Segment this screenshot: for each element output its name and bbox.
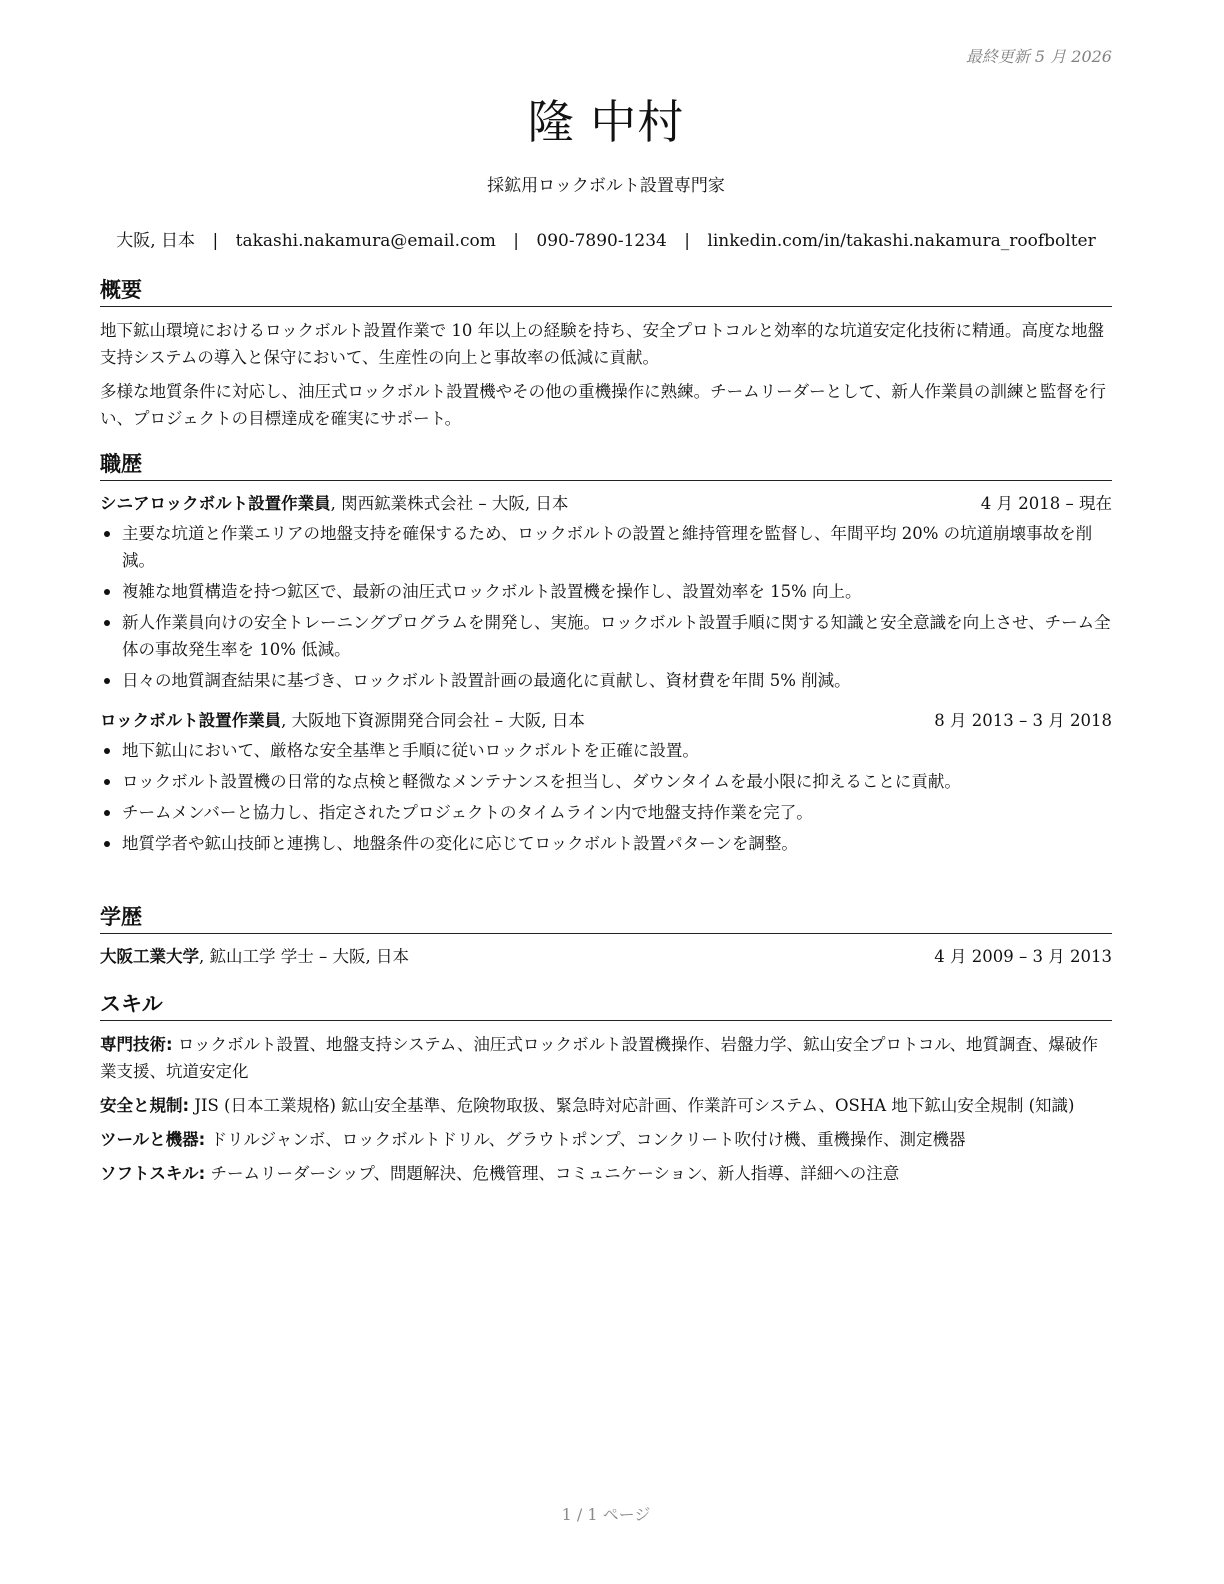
education-school: 大阪工業大学 — [100, 947, 199, 967]
contact-separator: | — [513, 231, 519, 251]
skill-row — [100, 1126, 1112, 1153]
contact-separator: | — [684, 231, 691, 251]
skill-label: 安全と規制: — [100, 1096, 190, 1116]
job-entry — [100, 708, 1112, 857]
job-role: ロックボルト設置作業員 — [100, 711, 282, 731]
skills-section — [100, 992, 1112, 1194]
job-entry — [100, 491, 1112, 694]
last-updated: 最終更新 5 月 2026 — [965, 47, 1112, 66]
section-title-experience: 職歴 — [100, 452, 1112, 481]
job-dates: 8 月 2013 – 3 月 2018 — [934, 711, 1112, 731]
job-title-line — [100, 491, 568, 517]
skill-label: 専門技術: — [100, 1035, 173, 1055]
skill-label: ツールと機器: — [100, 1130, 206, 1150]
skill-row — [100, 1160, 1112, 1187]
skill-text: ロックボルト設置、地盤支持システム、油圧式ロックボルト設置機操作、岩盤力学、鉱山安全プロトコル、地質調査、爆破作業支援、坑道安定化 — [100, 1035, 1099, 1082]
job-bullet: 日々の地質調査結果に基づき、ロックボルト設置計画の最適化に貢献し、資材費を年間 5% 削減。 — [100, 667, 1112, 694]
candidate-tagline: 採鉱用ロックボルト設置専門家 — [487, 176, 725, 196]
section-title-summary: 概要 — [100, 278, 1112, 307]
job-bullet: ロックボルト設置機の日常的な点検と軽微なメンテナンスを担当し、ダウンタイムを最小限に抑えることに貢献。 — [100, 768, 1112, 795]
education-title-line — [100, 944, 409, 970]
contact-linkedin[interactable]: linkedin.com/in/takashi.nakamura_roofbolter — [707, 231, 1096, 251]
skill-label: ソフトスキル: — [100, 1164, 206, 1184]
contact-phone[interactable]: 090-7890-1234 — [536, 231, 667, 251]
job-bullet: 地下鉱山において、厳格な安全基準と手順に従いロックボルトを正確に設置。 — [100, 737, 1112, 764]
job-bullet: 主要な坑道と作業エリアの地盤支持を確保するため、ロックボルトの設置と維持管理を監督し、年間平均 20% の坑道崩壊事故を削減。 — [100, 520, 1112, 574]
page-number: 1 / 1 ページ — [561, 1505, 651, 1524]
job-org: , 関西鉱業株式会社 – 大阪, 日本 — [330, 494, 569, 514]
job-title-line — [100, 708, 585, 734]
job-bullets — [100, 520, 1112, 694]
contact-separator: | — [212, 231, 219, 251]
education-entry — [100, 944, 1112, 970]
education-dates: 4 月 2009 – 3 月 2013 — [934, 947, 1112, 967]
contact-line — [100, 226, 1112, 251]
resume-page — [100, 0, 1112, 1584]
job-org: , 大阪地下資源開発合同会社 – 大阪, 日本 — [281, 711, 585, 731]
job-bullet: 複雑な地質構造を持つ鉱区で、最新の油圧式ロックボルト設置機を操作し、設置効率を 15% 向上。 — [100, 578, 1112, 605]
section-title-education: 学歴 — [100, 905, 1112, 934]
skill-row — [100, 1031, 1112, 1085]
job-dates: 4 月 2018 – 現在 — [980, 494, 1112, 514]
skill-text: ドリルジャンボ、ロックボルトドリル、グラウトポンプ、コンクリート吹付け機、重機操作、測定機器 — [205, 1130, 966, 1150]
contact-location: 大阪, 日本 — [116, 231, 196, 251]
education-detail: , 鉱山工学 学士 – 大阪, 日本 — [199, 947, 409, 967]
job-header — [100, 708, 1112, 734]
job-header — [100, 491, 1112, 517]
candidate-name: 隆 中村 — [527, 95, 685, 149]
job-bullet: 地質学者や鉱山技師と連携し、地盤条件の変化に応じてロックボルト設置パターンを調整。 — [100, 830, 1112, 857]
skill-text: チームリーダーシップ、問題解決、危機管理、コミュニケーション、新人指導、詳細への注意 — [205, 1164, 900, 1184]
job-bullet: チームメンバーと協力し、指定されたプロジェクトのタイムライン内で地盤支持作業を完了。 — [100, 799, 1112, 826]
job-bullets — [100, 737, 1112, 857]
experience-section — [100, 452, 1112, 861]
section-title-skills: スキル — [100, 992, 1112, 1021]
job-bullet: 新人作業員向けの安全トレーニングプログラムを開発し、実施。ロックボルト設置手順に関する知識と安全意識を向上させ、チーム全体の事故発生率を 10% 低減。 — [100, 609, 1112, 663]
summary-paragraph: 多様な地質条件に対応し、油圧式ロックボルト設置機やその他の重機操作に熟練。チームリーダーとして、新人作業員の訓練と監督を行い、プロジェクトの目標達成を確実にサポート。 — [100, 382, 1106, 429]
summary-paragraph: 地下鉱山環境におけるロックボルト設置作業で 10 年以上の経験を持ち、安全プロトコルと効率的な坑道安定化技術に精通。高度な地盤支持システムの導入と保守において、生産性の向上と事故率の低減に貢献。 — [100, 321, 1104, 368]
contact-email[interactable]: takashi.nakamura@email.com — [235, 231, 496, 251]
skill-text: JIS (日本工業規格) 鉱山安全基準、危険物取扱、緊急時対応計画、作業許可システム、OSHA 地下鉱山安全規制 (知識) — [189, 1096, 1075, 1116]
education-section — [100, 905, 1112, 970]
skill-row — [100, 1092, 1112, 1119]
job-role: シニアロックボルト設置作業員 — [100, 494, 331, 514]
summary-section — [100, 278, 1112, 439]
